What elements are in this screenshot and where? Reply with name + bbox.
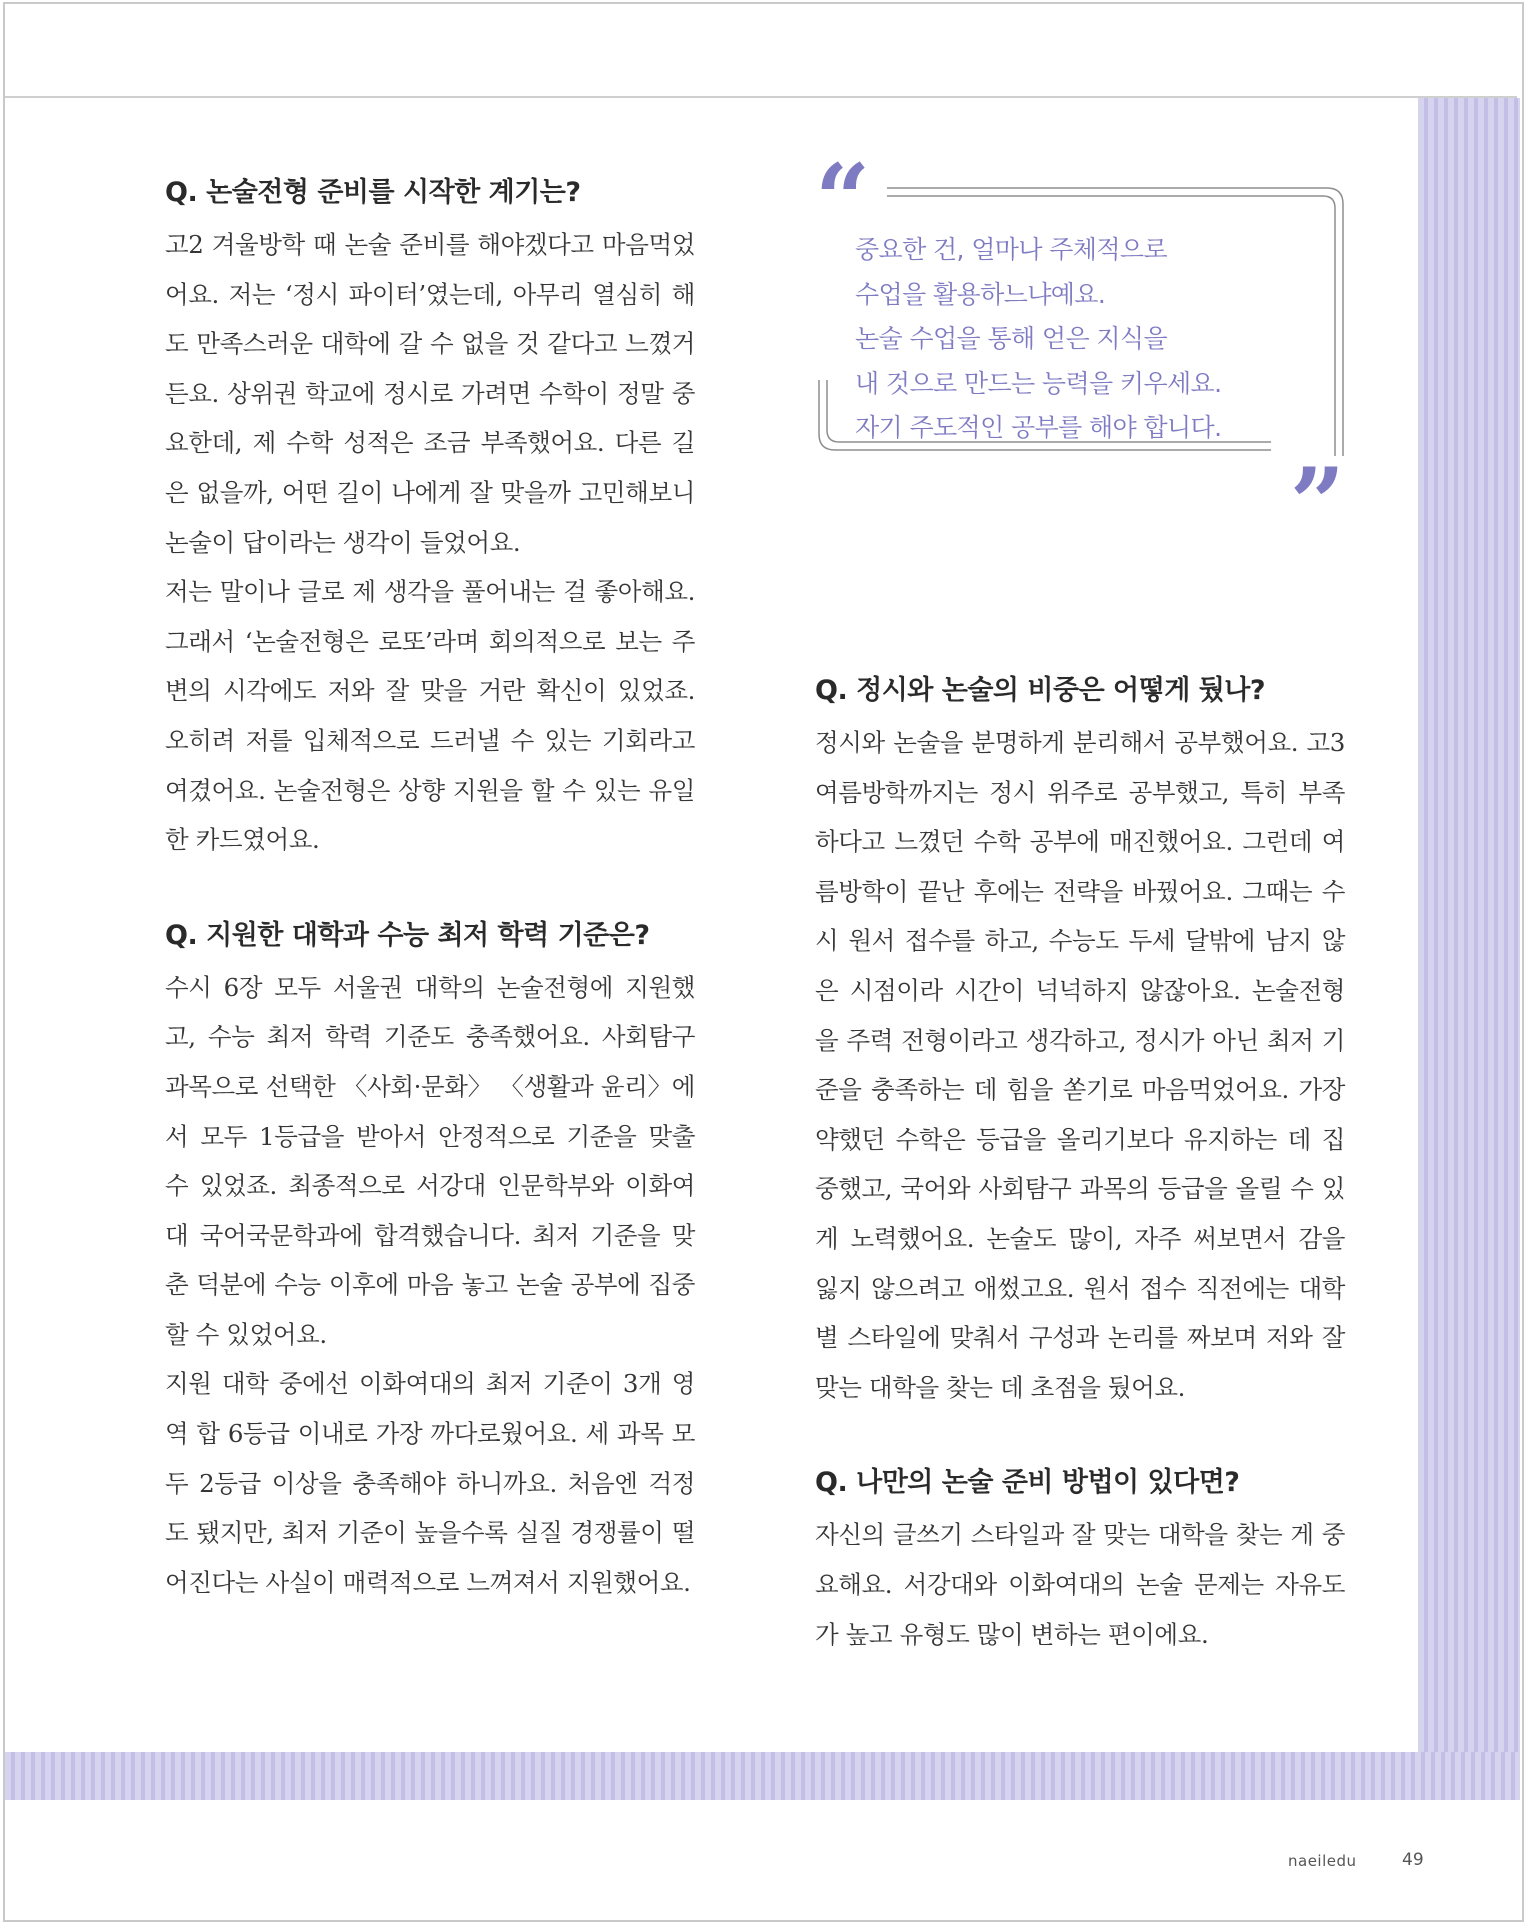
answer-paragraph: 자신의 글쓰기 스타일과 잘 맞는 대학을 찾는 게 중요해요. 서강대와 이화여대의 논술 문제는 자유도가 높고 유형도 많이 변하는 편이에요. (815, 1520, 1345, 1649)
quote-line: 수업을 활용하느냐예요. (855, 279, 1106, 309)
close-quote-icon: ” (1289, 447, 1345, 560)
right-column (815, 668, 1345, 1659)
stripe-band-bottom (5, 1752, 1520, 1800)
left-column (165, 170, 695, 1607)
answer-paragraph: 수시 6장 모두 서울권 대학의 논술전형에 지원했고, 수능 최저 학력 기준도 충족했어요. 사회탐구 과목으로 선택한 〈사회·문화〉 〈생활과 윤리〉에서 모두 1등급을 받아서 안정적으로 기준을 맞출 수 있었죠. 최종적으로 서강대 인문학부와 이화여대 국어국문학과에 합격했습니다. 최저 기준을 맞춘 덕분에 수능 이후에 마음 놓고 논술 공부에 집중할 수 있었어요. (165, 972, 695, 1349)
quote-line: 자기 주도적인 공부를 해야 합니다. (855, 413, 1222, 442)
answer-paragraph: 지원 대학 중에선 이화여대의 최저 기준이 3개 영역 합 6등급 이내로 가장 까다로웠어요. 세 과목 모두 2등급 이상을 충족해야 하니까요. 처음엔 걱정도 됐지만, 최저 기준이 높을수록 실질 경쟁률이 떨어진다는 사실이 매력적으로 느껴져서 지원했어요. (165, 1369, 695, 1597)
quote-line: 중요한 건, 얼마나 주체적으로 (855, 235, 1167, 264)
question-heading: Q. 논술전형 준비를 시작한 계기는? (165, 177, 581, 208)
question-heading: Q. 정시와 논술의 비중은 어떻게 뒀나? (815, 675, 1266, 706)
answer-paragraph: 고2 겨울방학 때 논술 준비를 해야겠다고 마음먹었어요. 저는 ‘정시 파이터’였는데, 아무리 열심히 해도 만족스러운 대학에 갈 수 없을 것 같다고 느꼈거든요. 상위권 학교에 정시로 가려면 수학이 정말 중요한데, 제 수학 성적은 조금 부족했어요. 다른 길은 없을까, 어떤 길이 나에게 잘 맞을까 고민해보니 논술이 답이라는 생각이 들었어요. (165, 230, 695, 557)
quote-text (855, 228, 1325, 451)
answer-paragraph: 저는 말이나 글로 제 생각을 풀어내는 걸 좋아해요. 그래서 ‘논술전형은 로또’라며 회의적으로 보는 주변의 시각에도 저와 잘 맞을 거란 확신이 있었죠. 오히려 저를 입체적으로 드러낼 수 있는 기회라고 여겼어요. 논술전형은 상향 지원을 할 수 있는 유일한 카드였어요. (165, 577, 695, 855)
question-heading: Q. 지원한 대학과 수능 최저 학력 기준은? (165, 919, 650, 951)
answer-paragraph: 정시와 논술을 분명하게 분리해서 공부했어요. 고3 여름방학까지는 정시 위주로 공부했고, 특히 부족하다고 느꼈던 수학 공부에 매진했어요. 그런데 여름방학이 끝난 후에는 전략을 바꿨어요. 그때는 수시 원서 접수를 하고, 수능도 두세 달밖에 남지 않은 시점이라 시간이 넉넉하지 않잖아요. 논술전형을 주력 전형이라고 생각하고, 정시가 아닌 최저 기준을 충족하는 데 힘을 쏟기로 마음먹었어요. 가장 약했던 수학은 등급을 올리기보다 유지하는 데 집중했고, 국어와 사회탐구 과목의 등급을 올릴 수 있게 노력했어요. 논술도 많이, 자주 써보면서 감을 잃지 않으려고 애썼고요. 원서 접수 직전에는 대학별 스타일에 맞춰서 구성과 논리를 짜보며 저와 잘 맞는 대학을 찾는 데 초점을 뒀어요. (815, 728, 1345, 1402)
quote-line: 내 것으로 만드는 능력을 키우세요. (855, 368, 1222, 398)
open-quote-icon: “ (815, 143, 871, 256)
page-number: 49 (1402, 1850, 1424, 1870)
quote-line: 논술 수업을 통해 얻은 지식을 (855, 324, 1167, 353)
question-heading: Q. 나만의 논술 준비 방법이 있다면? (815, 1467, 1240, 1499)
pull-quote (815, 143, 1345, 560)
stripe-band-right (1418, 98, 1520, 1752)
footer-brand: naeiledu (1288, 1852, 1357, 1870)
